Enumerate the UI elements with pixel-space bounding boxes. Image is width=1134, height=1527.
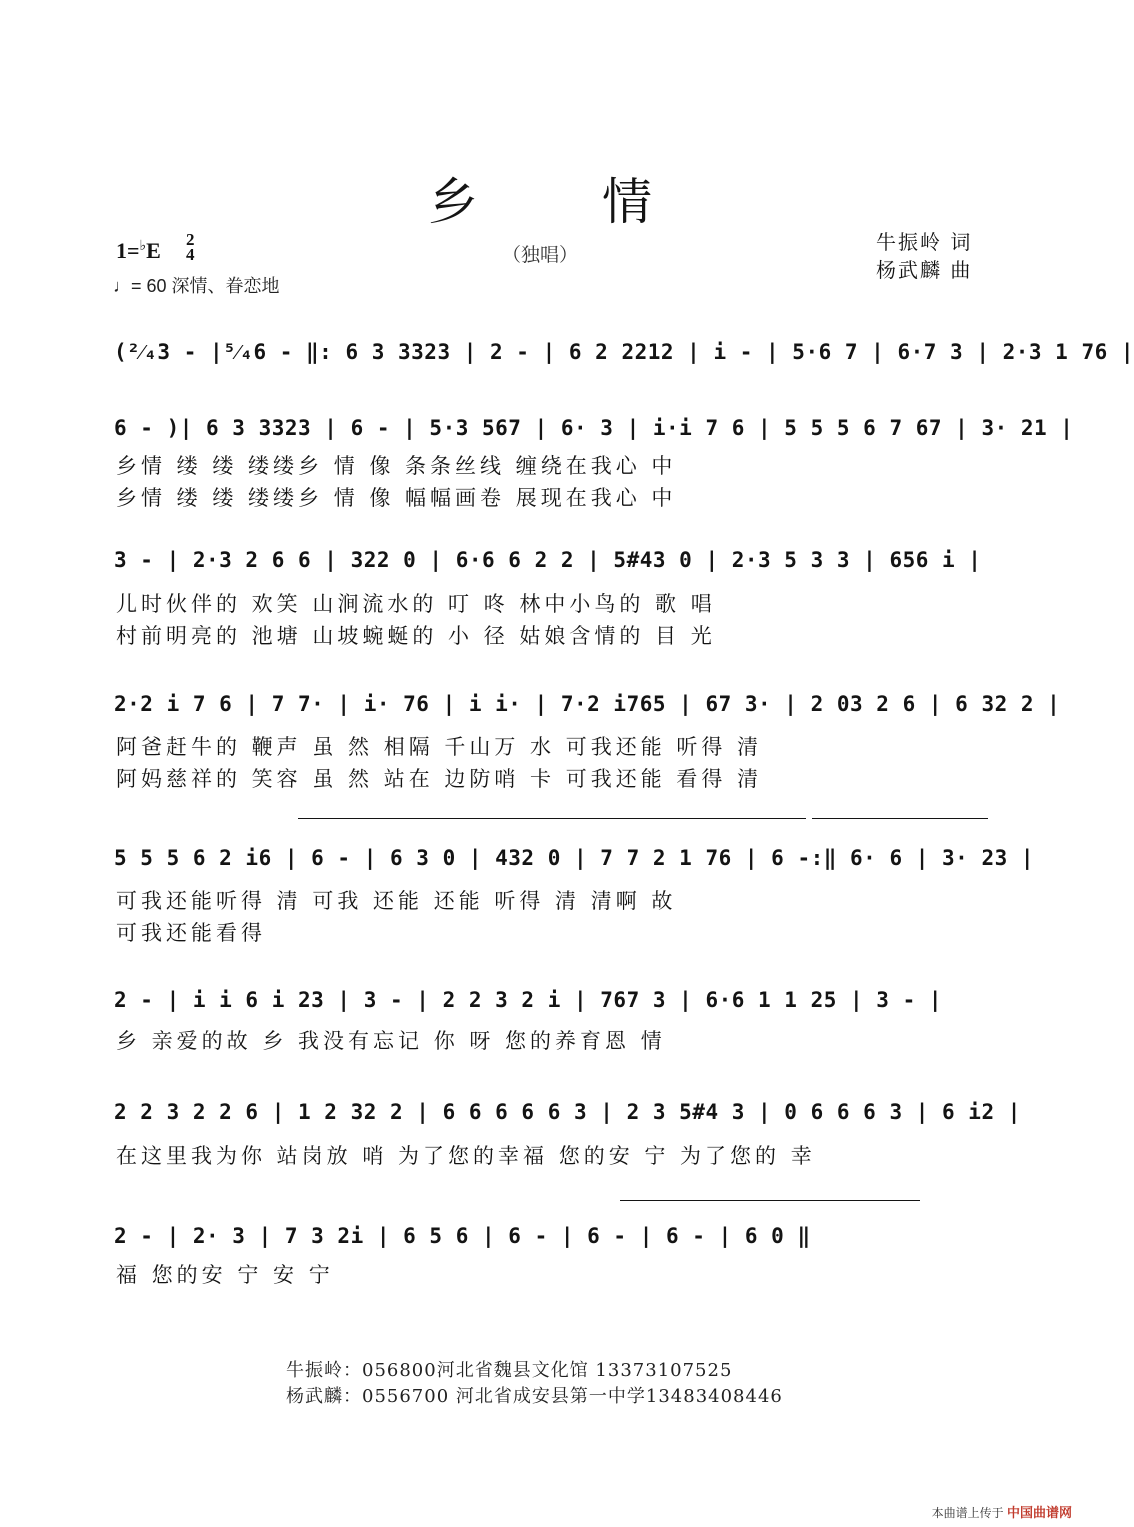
lyric-line-5-verse-2: 可我还能看得 (116, 921, 266, 945)
watermark (932, 1502, 1072, 1521)
tie-line (620, 1200, 920, 1201)
lyric-line-5-verse-1: 可我还能听得 清 可我 还能 还能 听得 清 清啊 故 (116, 889, 677, 913)
time-signature (186, 232, 195, 262)
watermark-text: 本曲谱上传于 (931, 1506, 1004, 1520)
lyricist: 牛振岭 词 (876, 230, 973, 254)
key-letter: E (146, 238, 161, 263)
notation-line-2: 6 - )| 6 3 3323 | 6 - | 5·3 567 | 6· 3 | i·i 7 6 | 5 5 5 6 7 67 | 3· 21 | (114, 416, 1074, 440)
notation-line-7: 2 2 3 2 2 6 | 1 2 32 2 | 6 6 6 6 6 3 | 2 3 5#4 3 | 0 6 6 6 3 | 6 i2 | (114, 1100, 1021, 1124)
footer-contact-1: 牛振岭：056800河北省魏县文化馆 13373107525 (286, 1360, 733, 1381)
lyric-line-2-verse-1: 乡情 缕 缕 缕缕乡 情 像 条条丝线 缠绕在我心 中 (116, 454, 677, 478)
time-signature-bottom: 4 (186, 245, 195, 264)
notation-line-3: 3 - | 2·3 2 6 6 | 322 0 | 6·6 6 2 2 | 5#43 0 | 2·3 5 3 3 | 656 i | (114, 548, 982, 572)
quarter-note-icon: ♩ (113, 276, 131, 296)
watermark-site: 中国曲谱网 (1006, 1505, 1072, 1520)
flat-sign: ♭ (139, 239, 147, 254)
tempo-text: = 60 深情、眷恋地 (131, 276, 280, 296)
lyric-line-4-verse-2: 阿妈慈祥的 笑容 虽 然 站在 边防哨 卡 可我还能 看得 清 (116, 767, 763, 791)
key-signature (116, 238, 161, 264)
lyric-line-6: 乡 亲爱的故 乡 我没有忘记 你 呀 您的养育恩 情 (116, 1029, 666, 1053)
key-prefix: 1= (116, 238, 140, 263)
song-title: 乡 情 (428, 173, 706, 231)
lyric-line-7: 在这里我为你 站岗放 哨 为了您的幸福 您的安 宁 为了您的 幸 (116, 1144, 816, 1168)
lyric-line-3-verse-1: 儿时伙伴的 欢笑 山涧流水的 叮 咚 林中小鸟的 歌 唱 (116, 592, 716, 616)
notation-line-6: 2 - | i i 6 i 23 | 3 - | 2 2 3 2 i | 767 3 | 6·6 1 1 25 | 3 - | (114, 988, 943, 1012)
lyric-line-3-verse-2: 村前明亮的 池塘 山坡蜿蜒的 小 径 姑娘含情的 目 光 (116, 624, 716, 648)
tempo-marking (113, 272, 280, 298)
second-ending-bracket (812, 818, 988, 819)
lyric-line-2-verse-2: 乡情 缕 缕 缕缕乡 情 像 幅幅画卷 展现在我心 中 (116, 486, 677, 510)
notation-line-8: 2 - | 2· 3 | 7 3 2i | 6 5 6 | 6 - | 6 - | 6 - | 6 0 ‖ (114, 1224, 811, 1248)
time-signature-top: 2 (186, 230, 195, 249)
notation-line-1: (²⁄₄3 - |⁵⁄₄6 - ‖: 6 3 3323 | 2 - | 6 2 2212 | i - | 5·6 7 | 6·7 3 | 2·3 1 76 | (114, 340, 1134, 364)
notation-line-5: 5 5 5 6 2 i6 | 6 - | 6 3 0 | 432 0 | 7 7 2 1 76 | 6 -:‖ 6· 6 | 3· 23 | (114, 846, 1035, 870)
composer: 杨武麟 曲 (876, 258, 973, 282)
credits (876, 228, 972, 284)
song-subtitle: （独唱） (501, 244, 578, 266)
footer-contact-2: 杨武麟：0556700 河北省成安县第一中学13483408446 (286, 1386, 783, 1407)
notation-line-4: 2·2 i 7 6 | 7 7· | i· 76 | i i· | 7·2 i765 | 67 3· | 2 03 2 6 | 6 32 2 | (114, 692, 1061, 716)
lyric-line-8: 福 您的安 宁 安 宁 (116, 1263, 334, 1287)
first-ending-bracket (298, 818, 806, 819)
lyric-line-4-verse-1: 阿爸赶牛的 鞭声 虽 然 相隔 千山万 水 可我还能 听得 清 (116, 735, 763, 759)
